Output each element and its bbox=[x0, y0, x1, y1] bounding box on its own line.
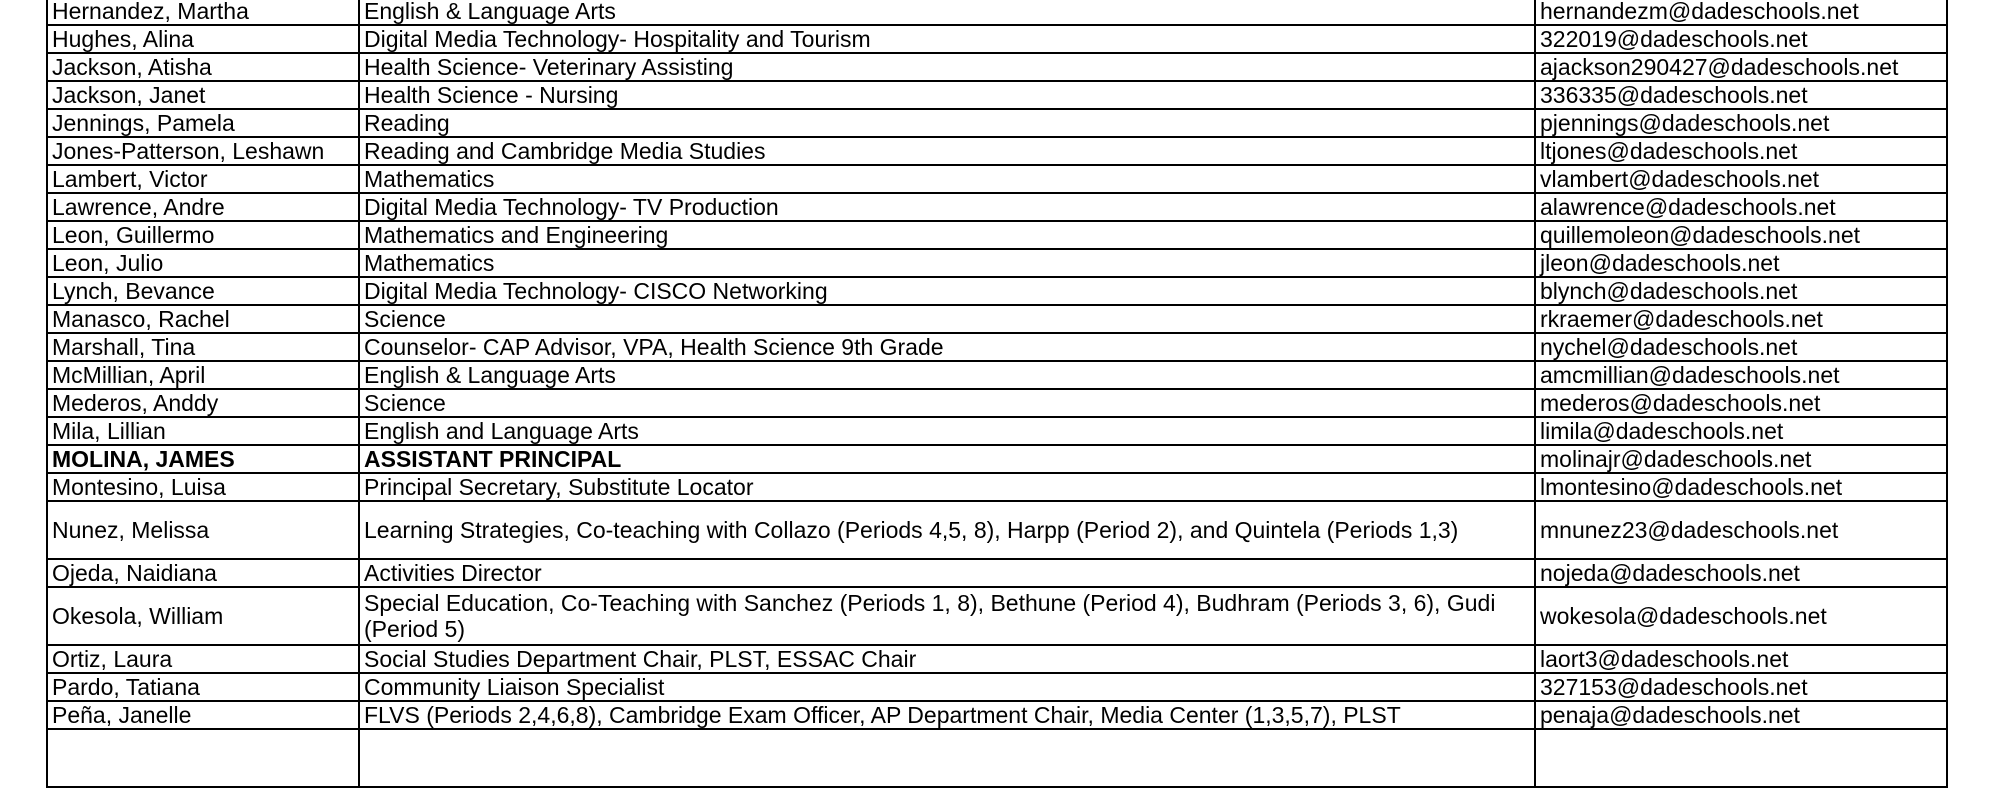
staff-role-cell: Science bbox=[359, 389, 1535, 417]
staff-email-cell: rkraemer@dadeschools.net bbox=[1535, 305, 1947, 333]
staff-email-cell: vlambert@dadeschools.net bbox=[1535, 165, 1947, 193]
staff-email-cell: limila@dadeschools.net bbox=[1535, 417, 1947, 445]
table-row bbox=[47, 701, 1947, 729]
table-row bbox=[47, 473, 1947, 501]
staff-name-cell: Mila, Lillian bbox=[47, 417, 359, 445]
staff-email-cell: nojeda@dadeschools.net bbox=[1535, 559, 1947, 587]
staff-email-cell: alawrence@dadeschools.net bbox=[1535, 193, 1947, 221]
staff-email-cell: 327153@dadeschools.net bbox=[1535, 673, 1947, 701]
staff-name-cell: Peña, Janelle bbox=[47, 701, 359, 729]
table-row bbox=[47, 645, 1947, 673]
staff-email-cell: mederos@dadeschools.net bbox=[1535, 389, 1947, 417]
staff-role-cell: Learning Strategies, Co-teaching with Collazo (Periods 4,5, 8), Harpp (Period 2), and Quintela (Periods 1,3) bbox=[359, 501, 1535, 559]
table-row bbox=[47, 501, 1947, 559]
staff-email-cell: pjennings@dadeschools.net bbox=[1535, 109, 1947, 137]
table-row bbox=[47, 673, 1947, 701]
table-row bbox=[47, 109, 1947, 137]
table-row bbox=[47, 305, 1947, 333]
staff-name-cell: Jones-Patterson, Leshawn bbox=[47, 137, 359, 165]
staff-role-cell: ASSISTANT PRINCIPAL bbox=[359, 445, 1535, 473]
staff-role-cell: Digital Media Technology- Hospitality and Tourism bbox=[359, 25, 1535, 53]
staff-email-cell: wokesola@dadeschools.net bbox=[1535, 587, 1947, 645]
staff-name-cell: Okesola, William bbox=[47, 587, 359, 645]
table-row bbox=[47, 0, 1947, 25]
staff-email-cell: molinajr@dadeschools.net bbox=[1535, 445, 1947, 473]
table-row bbox=[47, 221, 1947, 249]
table-row bbox=[47, 277, 1947, 305]
staff-role-cell: English and Language Arts bbox=[359, 417, 1535, 445]
staff-name-cell: Ortiz, Laura bbox=[47, 645, 359, 673]
staff-directory-table bbox=[46, 0, 1948, 788]
staff-name-cell: Manasco, Rachel bbox=[47, 305, 359, 333]
staff-email-cell: penaja@dadeschools.net bbox=[1535, 701, 1947, 729]
staff-role-cell: Reading bbox=[359, 109, 1535, 137]
staff-name-cell: Lambert, Victor bbox=[47, 165, 359, 193]
table-row bbox=[47, 389, 1947, 417]
staff-email-cell: jleon@dadeschools.net bbox=[1535, 249, 1947, 277]
staff-role-cell: Mathematics bbox=[359, 165, 1535, 193]
staff-name-cell: Jackson, Atisha bbox=[47, 53, 359, 81]
table-row bbox=[47, 25, 1947, 53]
staff-role-cell: Social Studies Department Chair, PLST, ESSAC Chair bbox=[359, 645, 1535, 673]
staff-email-cell: mnunez23@dadeschools.net bbox=[1535, 501, 1947, 559]
staff-role-cell: English & Language Arts bbox=[359, 0, 1535, 25]
staff-role-cell: Principal Secretary, Substitute Locator bbox=[359, 473, 1535, 501]
staff-email-cell: 322019@dadeschools.net bbox=[1535, 25, 1947, 53]
staff-role-cell: Community Liaison Specialist bbox=[359, 673, 1535, 701]
staff-email-cell: laort3@dadeschools.net bbox=[1535, 645, 1947, 673]
staff-email-cell: amcmillian@dadeschools.net bbox=[1535, 361, 1947, 389]
staff-name-cell: McMillian, April bbox=[47, 361, 359, 389]
staff-name-cell: Jackson, Janet bbox=[47, 81, 359, 109]
staff-name-cell: Marshall, Tina bbox=[47, 333, 359, 361]
staff-role-cell: Digital Media Technology- TV Production bbox=[359, 193, 1535, 221]
staff-email-cell: ltjones@dadeschools.net bbox=[1535, 137, 1947, 165]
staff-name-cell: Mederos, Anddy bbox=[47, 389, 359, 417]
staff-role-cell bbox=[359, 729, 1535, 787]
table-row bbox=[47, 333, 1947, 361]
staff-role-cell: Digital Media Technology- CISCO Networking bbox=[359, 277, 1535, 305]
staff-email-cell: ajackson290427@dadeschools.net bbox=[1535, 53, 1947, 81]
staff-email-cell: nychel@dadeschools.net bbox=[1535, 333, 1947, 361]
staff-name-cell: Lawrence, Andre bbox=[47, 193, 359, 221]
staff-name-cell: Jennings, Pamela bbox=[47, 109, 359, 137]
table-row bbox=[47, 417, 1947, 445]
table-row bbox=[47, 361, 1947, 389]
staff-name-cell bbox=[47, 729, 359, 787]
table-row bbox=[47, 193, 1947, 221]
staff-name-cell: Lynch, Bevance bbox=[47, 277, 359, 305]
staff-name-cell: Nunez, Melissa bbox=[47, 501, 359, 559]
staff-email-cell: 336335@dadeschools.net bbox=[1535, 81, 1947, 109]
staff-email-cell: blynch@dadeschools.net bbox=[1535, 277, 1947, 305]
staff-email-cell: quillemoleon@dadeschools.net bbox=[1535, 221, 1947, 249]
staff-role-cell: Special Education, Co-Teaching with Sanchez (Periods 1, 8), Bethune (Period 4), Budhram (Periods 3, 6), Gudi (Period 5) bbox=[359, 587, 1535, 645]
staff-role-cell: Science bbox=[359, 305, 1535, 333]
staff-name-cell: Pardo, Tatiana bbox=[47, 673, 359, 701]
staff-role-cell: Activities Director bbox=[359, 559, 1535, 587]
table-row bbox=[47, 81, 1947, 109]
staff-name-cell: Ojeda, Naidiana bbox=[47, 559, 359, 587]
staff-name-cell: Leon, Julio bbox=[47, 249, 359, 277]
table-row bbox=[47, 53, 1947, 81]
staff-role-cell: Reading and Cambridge Media Studies bbox=[359, 137, 1535, 165]
table-row-partial bbox=[47, 729, 1947, 787]
staff-email-cell: lmontesino@dadeschools.net bbox=[1535, 473, 1947, 501]
table-row bbox=[47, 165, 1947, 193]
staff-name-cell: Montesino, Luisa bbox=[47, 473, 359, 501]
staff-email-cell: hernandezm@dadeschools.net bbox=[1535, 0, 1947, 25]
staff-name-cell: Hernandez, Martha bbox=[47, 0, 359, 25]
table-row bbox=[47, 249, 1947, 277]
table-row bbox=[47, 587, 1947, 645]
table-row bbox=[47, 445, 1947, 473]
staff-role-cell: English & Language Arts bbox=[359, 361, 1535, 389]
staff-email-cell bbox=[1535, 729, 1947, 787]
table-row bbox=[47, 137, 1947, 165]
staff-role-cell: Health Science - Nursing bbox=[359, 81, 1535, 109]
staff-name-cell: Hughes, Alina bbox=[47, 25, 359, 53]
staff-role-cell: Mathematics and Engineering bbox=[359, 221, 1535, 249]
staff-name-cell: MOLINA, JAMES bbox=[47, 445, 359, 473]
staff-name-cell: Leon, Guillermo bbox=[47, 221, 359, 249]
staff-role-cell: FLVS (Periods 2,4,6,8), Cambridge Exam Officer, AP Department Chair, Media Center (1,3,5,7), PLST bbox=[359, 701, 1535, 729]
staff-role-cell: Counselor- CAP Advisor, VPA, Health Science 9th Grade bbox=[359, 333, 1535, 361]
table-row bbox=[47, 559, 1947, 587]
staff-role-cell: Health Science- Veterinary Assisting bbox=[359, 53, 1535, 81]
staff-role-cell: Mathematics bbox=[359, 249, 1535, 277]
